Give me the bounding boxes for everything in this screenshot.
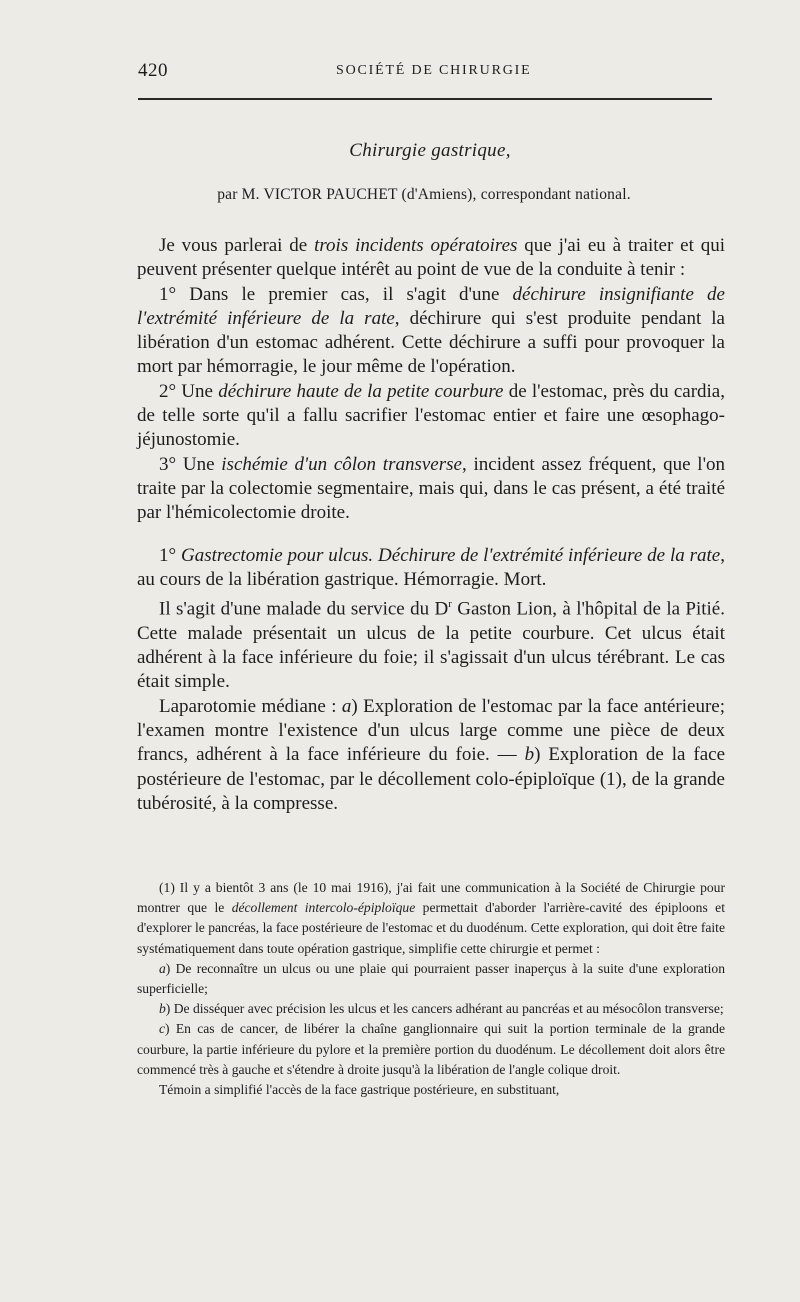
footnote-1 (137, 878, 725, 959)
text-run: 1° Dans le premier cas, il s'agit d'une (159, 283, 513, 305)
footnotes (137, 878, 725, 1100)
paragraph-case-3 (137, 453, 725, 526)
footnote-item-a (137, 959, 725, 999)
paragraph-patient (137, 592, 725, 695)
paragraph-case-1 (137, 283, 725, 380)
emphasis: déchirure insignifiante de l'extrémité inférieure de la rate (137, 283, 725, 329)
running-title: SOCIÉTÉ DE CHIRURGIE (336, 63, 532, 78)
emphasis: b (524, 744, 535, 766)
text-run: que j'ai eu à traiter et qui peuvent présenter quelque intérêt au point de vue de la conduite à tenir : (137, 235, 726, 281)
text-run: , déchirure qui s'est produite pendant la libération d'un estomac adhérent. Cette déchirure a suffi pour provoquer la mort par hémorragie, le jour même de l'opération. (137, 307, 725, 378)
text-run: ) De reconnaître un ulcus ou une plaie qui pourraient passer inaperçus à la suite d'une exploration superficielle; (137, 960, 725, 997)
emphasis: b (159, 1001, 166, 1017)
emphasis: a (341, 695, 352, 717)
text-run: permettait d'aborder l'arrière-cavité des épiploons et d'explorer le pancréas, la face postérieure de l'estomac et du duodénum. Cette exploration, qui doit être faite systématiquement dans toute opération gastrique, simplifie cette chirurgie et permet : (137, 900, 725, 956)
text-run: , incident assez fréquent, que l'on traite par la colectomie segmentaire, mais qui, dans le cas présent, a été traité par l'hémicolectomie droite. (137, 453, 725, 524)
body-text (137, 234, 725, 816)
running-head (136, 58, 716, 88)
emphasis: a (159, 960, 166, 976)
page-number: 420 (138, 60, 168, 81)
emphasis: déchirure haute de la petite courbure (218, 380, 504, 402)
text-run: , au cours de la libération gastrique. Hémorragie. Mort. (137, 544, 725, 590)
emphasis: trois incidents opératoires (314, 235, 518, 256)
text-run: 2° Une (159, 380, 219, 402)
paragraph-case-2 (137, 380, 725, 453)
text-run: ) De disséquer avec précision les ulcus et les cancers adhérant au pancréas et au mésocôlon transverse; (165, 1001, 724, 1017)
footnote-item-c (137, 1019, 725, 1080)
text-run: Témoin a simplifié l'accès de la face gastrique postérieure, en substituant, (159, 1082, 560, 1098)
paragraph-laparotomie (137, 695, 725, 816)
footnote-item-b (137, 999, 725, 1019)
section-heading-gastrectomie (137, 544, 725, 593)
text-run: ) En cas de cancer, de libérer la chaîne ganglionnaire qui suit la portion terminale de la grande courbure, la partie inférieure du pylore et la première portion du duodénum. Le décollement doit alors être commencé très à gauche et s'étendre à droite jusqu'à la libération de l'angle colique droit. (137, 1021, 725, 1077)
emphasis: c (159, 1021, 166, 1037)
superscript: r (448, 598, 452, 611)
emphasis: décollement intercolo-épiploïque (231, 900, 416, 916)
text-run: 1° (159, 544, 181, 566)
footnote-continuation (137, 1080, 725, 1100)
text-run: Laparotomie médiane : (159, 695, 342, 717)
article-title: Chirurgie gastrique, (349, 140, 511, 161)
text-run: Je vous parlerai de (159, 235, 315, 256)
text-run: 3° Une (159, 453, 222, 475)
paragraph-intro (137, 234, 725, 283)
text-run: (1) Il y a bientôt 3 ans (le 10 mai 1916), j'ai fait une communication à la Société de Chirurgie pour montrer que le (137, 880, 725, 916)
byline: par M. VICTOR PAUCHET (d'Amiens), correspondant national. (217, 186, 631, 203)
text-run: de l'estomac, près du cardia, de telle sorte qu'il a fallu sacrifier l'estomac entier et faire une œsophago-jéjunostomie. (137, 380, 725, 451)
header-rule (138, 98, 712, 100)
emphasis: ischémie d'un côlon transverse (221, 453, 462, 475)
text-run: ) Exploration de l'estomac par la face antérieure; l'examen montre l'existence d'un ulcus large comme une pièce de deux francs, adhérent à la face inférieure du foie. — (137, 695, 725, 766)
text-run: ) Exploration de la face postérieure de l'estomac, par le décollement colo-épiploïque (1), de la grande tubérosité, à la compresse. (137, 744, 726, 814)
text-run: Gaston Lion, à l'hôpital de la Pitié. Cette malade présentait un ulcus de la petite courbure. Cet ulcus était adhérent à la face inférieure du foie; il s'agissait d'un ulcus térébrant. Le cas était simple. (137, 598, 725, 693)
emphasis: Gastrectomie pour ulcus. Déchirure de l'extrémité inférieure de la rate (180, 544, 721, 566)
text-run: Il s'agit d'une malade du service du D (159, 598, 449, 620)
